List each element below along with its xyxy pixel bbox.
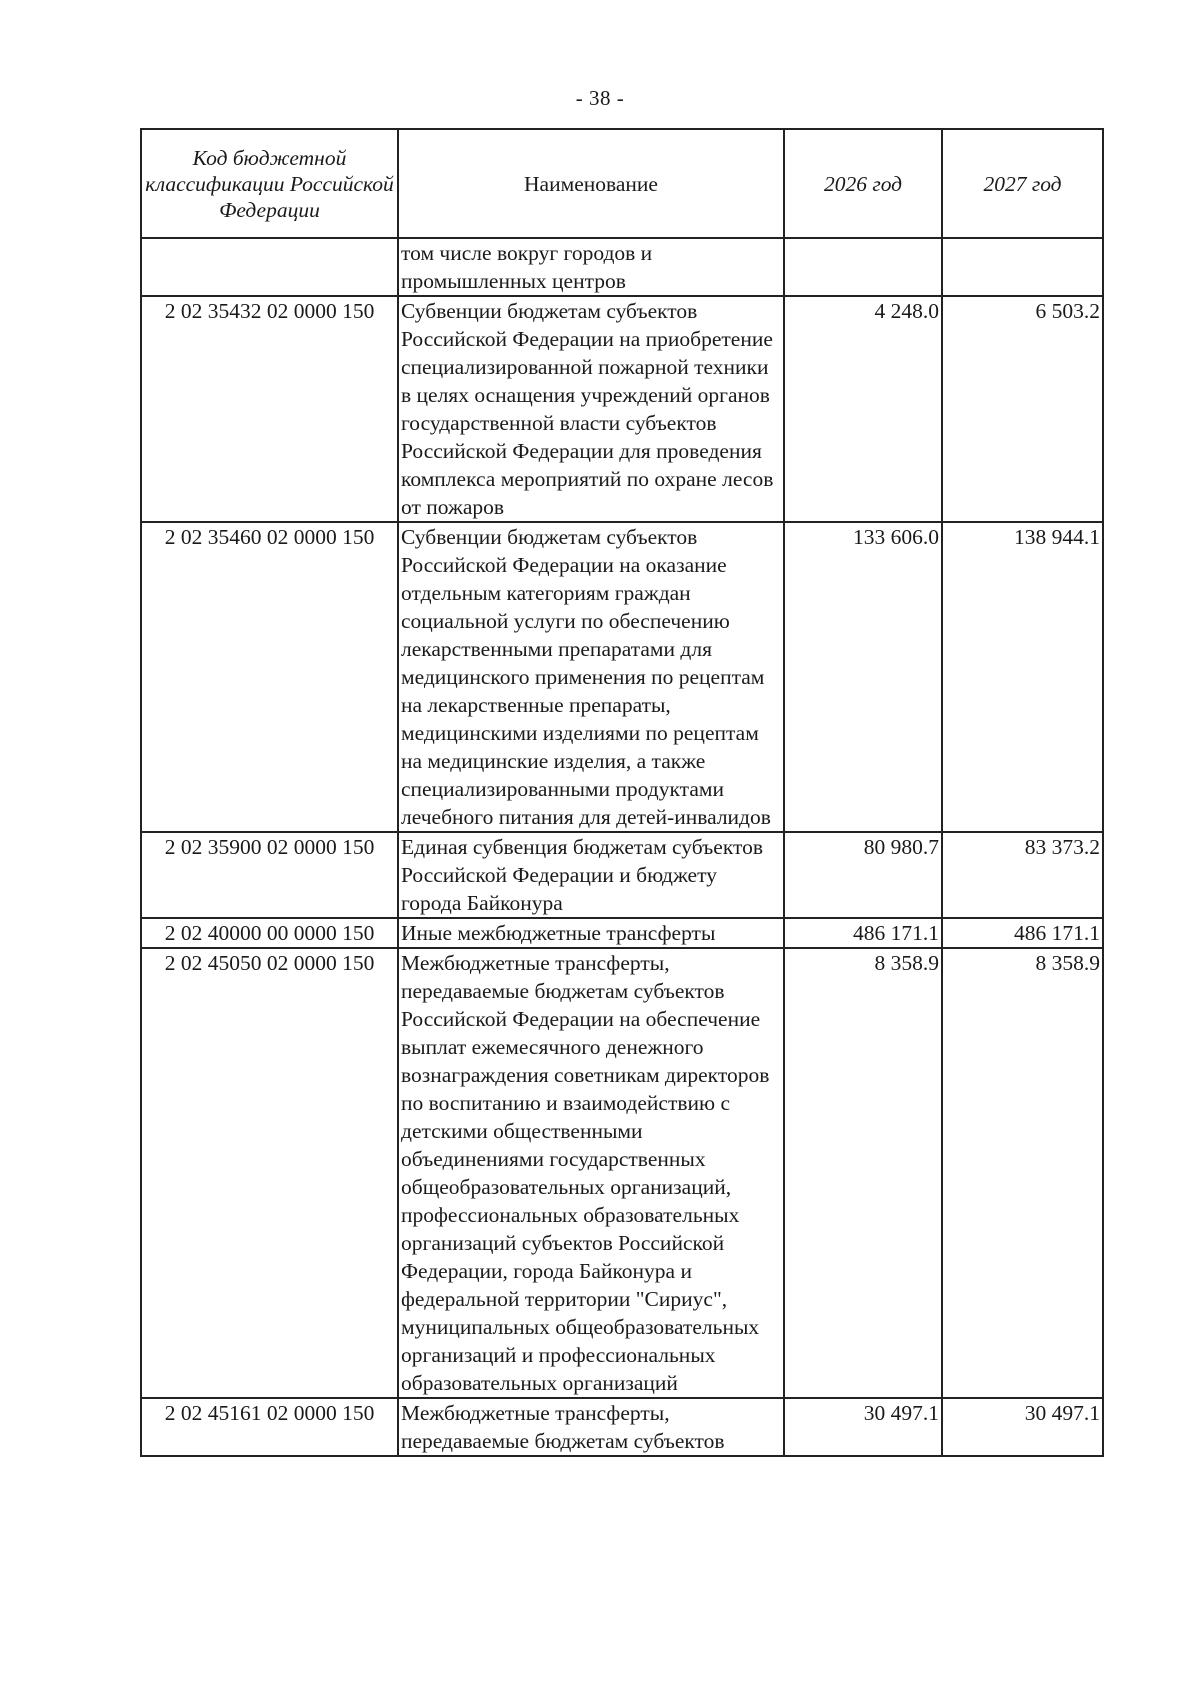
budget-table — [140, 128, 1104, 1457]
table-row — [141, 1398, 1103, 1456]
row-value-2026: 133 606.0 — [784, 522, 942, 832]
table-row — [141, 832, 1103, 918]
table-row — [141, 296, 1103, 522]
row-value-2026: 4 248.0 — [784, 296, 942, 522]
row-value-2027: 6 503.2 — [942, 296, 1103, 522]
row-value-2027 — [942, 238, 1103, 296]
table-row — [141, 948, 1103, 1398]
row-code: 2 02 35460 02 0000 150 — [141, 522, 398, 832]
row-code — [141, 238, 398, 296]
header-year-2026: 2026 год — [784, 129, 942, 238]
row-name: Межбюджетные трансферты, передаваемые бюджетам субъектов — [398, 1398, 784, 1456]
row-name: Межбюджетные трансферты, передаваемые бюджетам субъектов Российской Федерации на обеспечение выплат ежемесячного денежного вознаграждения советникам директоров по воспитанию и взаимодействию с детскими общественными объединениями государственных общеобразовательных организаций, профессиональных образовательных организаций субъектов Российской Федерации, города Байконура и федеральной территории "Сириус", муниципальных общеобразовательных организаций и профессиональных образовательных организаций — [398, 948, 784, 1398]
row-value-2027: 486 171.1 — [942, 918, 1103, 948]
header-name: Наименование — [398, 129, 784, 238]
row-value-2026: 80 980.7 — [784, 832, 942, 918]
row-value-2027: 83 373.2 — [942, 832, 1103, 918]
row-name: Единая субвенция бюджетам субъектов Российской Федерации и бюджету города Байконура — [398, 832, 784, 918]
row-name: том числе вокруг городов и промышленных центров — [398, 238, 784, 296]
row-code: 2 02 45161 02 0000 150 — [141, 1398, 398, 1456]
row-name: Субвенции бюджетам субъектов Российской Федерации на оказание отдельным категориям граждан социальной услуги по обеспечению лекарственными препаратами для медицинского применения по рецептам на лекарственные препараты, медицинскими изделиями по рецептам на медицинские изделия, а также специализированными продуктами лечебного питания для детей-инвалидов — [398, 522, 784, 832]
row-code: 2 02 35432 02 0000 150 — [141, 296, 398, 522]
row-value-2027: 8 358.9 — [942, 948, 1103, 1398]
table-row — [141, 918, 1103, 948]
row-name: Субвенции бюджетам субъектов Российской Федерации на приобретение специализированной пожарной техники в целях оснащения учреждений органов государственной власти субъектов Российской Федерации для проведения комплекса мероприятий по охране лесов от пожаров — [398, 296, 784, 522]
row-value-2027: 30 497.1 — [942, 1398, 1103, 1456]
table-row — [141, 238, 1103, 296]
row-code: 2 02 35900 02 0000 150 — [141, 832, 398, 918]
row-value-2026 — [784, 238, 942, 296]
header-year-2027: 2027 год — [942, 129, 1103, 238]
row-value-2027: 138 944.1 — [942, 522, 1103, 832]
table-row — [141, 522, 1103, 832]
header-code: Код бюджетной классификации Российской Федерации — [141, 129, 398, 238]
row-code: 2 02 40000 00 0000 150 — [141, 918, 398, 948]
row-value-2026: 8 358.9 — [784, 948, 942, 1398]
row-name: Иные межбюджетные трансферты — [398, 918, 784, 948]
row-code: 2 02 45050 02 0000 150 — [141, 948, 398, 1398]
page-number: - 38 - — [575, 86, 625, 110]
row-value-2026: 486 171.1 — [784, 918, 942, 948]
row-value-2026: 30 497.1 — [784, 1398, 942, 1456]
table-header-row — [141, 129, 1103, 238]
